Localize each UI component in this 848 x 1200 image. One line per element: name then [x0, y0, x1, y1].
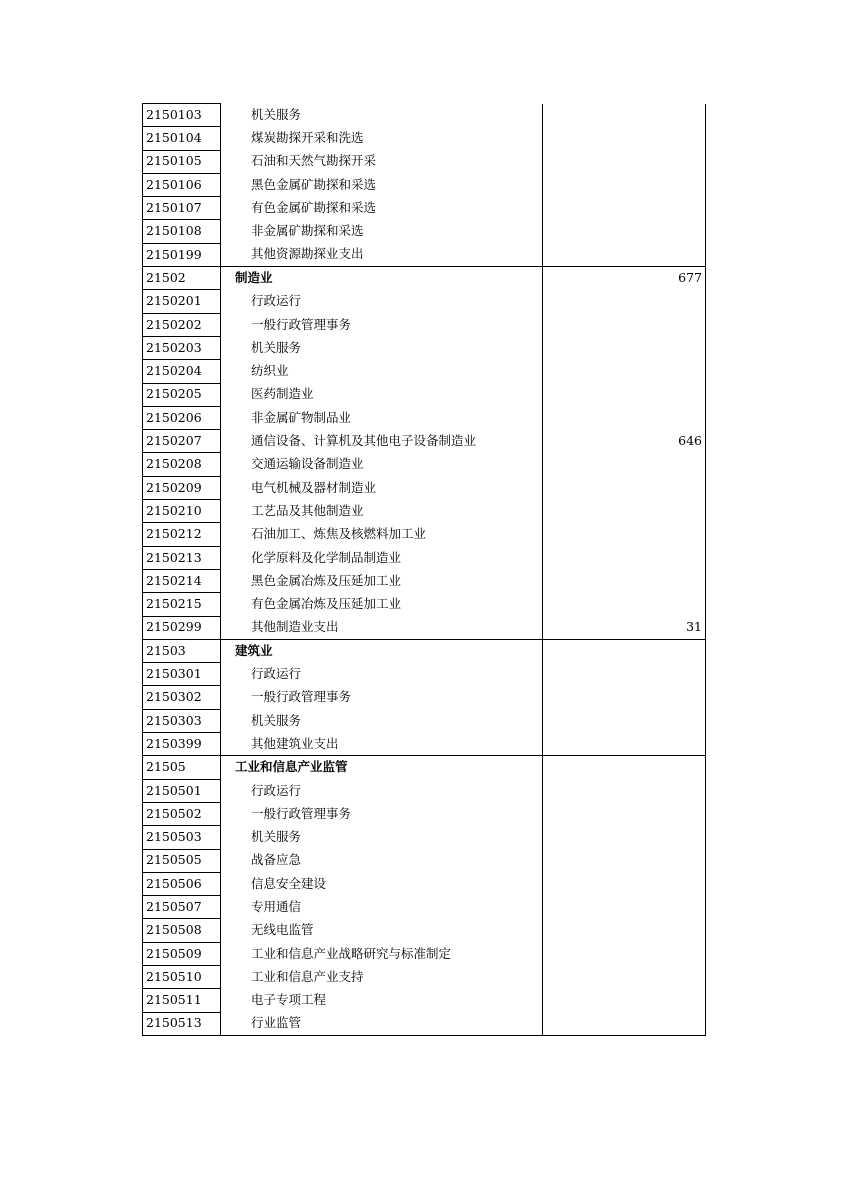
- subject-code-cell: 2150301: [143, 663, 221, 686]
- subject-name-cell: 行业监管: [221, 1012, 543, 1035]
- amount-cell: [543, 383, 706, 406]
- table-row: [143, 896, 706, 919]
- table-row: [143, 197, 706, 220]
- subject-code-cell: 2150210: [143, 500, 221, 523]
- amount-cell: [543, 639, 706, 662]
- table-row: [143, 150, 706, 173]
- table-row: [143, 779, 706, 802]
- subject-code-cell: 21503: [143, 639, 221, 662]
- subject-name-cell: 工业和信息产业支持: [221, 965, 543, 988]
- subject-name-cell: 一般行政管理事务: [221, 313, 543, 336]
- table-row: [143, 965, 706, 988]
- subject-name-cell: 非金属矿勘探和采选: [221, 220, 543, 243]
- amount-cell: [543, 453, 706, 476]
- subject-code-cell: 21505: [143, 756, 221, 779]
- subject-code-cell: 2150399: [143, 733, 221, 756]
- amount-cell: [543, 663, 706, 686]
- subject-name-cell: 通信设备、计算机及其他电子设备制造业: [221, 430, 543, 453]
- subject-code-cell: 2150303: [143, 709, 221, 732]
- subject-code-cell: 2150215: [143, 593, 221, 616]
- amount-cell: [543, 104, 706, 127]
- subject-name-cell: 其他制造业支出: [221, 616, 543, 639]
- amount-cell: [543, 197, 706, 220]
- subject-code-cell: 2150505: [143, 849, 221, 872]
- table-row: [143, 942, 706, 965]
- table-row: [143, 663, 706, 686]
- subject-name-cell: 机关服务: [221, 709, 543, 732]
- subject-code-cell: 2150104: [143, 127, 221, 150]
- amount-cell: [543, 360, 706, 383]
- table-row: [143, 1012, 706, 1035]
- table-row: [143, 523, 706, 546]
- table-row: [143, 849, 706, 872]
- subject-code-cell: 2150213: [143, 546, 221, 569]
- table-row: [143, 313, 706, 336]
- amount-cell: [543, 779, 706, 802]
- subject-name-cell: 行政运行: [221, 663, 543, 686]
- table-row: [143, 593, 706, 616]
- subject-code-cell: 2150502: [143, 802, 221, 825]
- subject-code-cell: 2150107: [143, 197, 221, 220]
- table-row: [143, 360, 706, 383]
- amount-cell: [543, 709, 706, 732]
- subject-name-cell: 纺织业: [221, 360, 543, 383]
- subject-name-cell: 有色金属冶炼及压延加工业: [221, 593, 543, 616]
- subject-name-cell: 煤炭勘探开采和洗选: [221, 127, 543, 150]
- amount-cell: [543, 989, 706, 1012]
- subject-code-cell: 2150513: [143, 1012, 221, 1035]
- subject-code-cell: 2150205: [143, 383, 221, 406]
- subject-name-cell: 工艺品及其他制造业: [221, 500, 543, 523]
- subject-name-cell: 机关服务: [221, 336, 543, 359]
- subject-name-cell: 黑色金属矿勘探和采选: [221, 173, 543, 196]
- subject-code-cell: 21502: [143, 267, 221, 290]
- category-row: [143, 639, 706, 662]
- subject-code-cell: 2150509: [143, 942, 221, 965]
- subject-name-cell: 其他建筑业支出: [221, 733, 543, 756]
- category-row: [143, 267, 706, 290]
- amount-cell: [543, 220, 706, 243]
- subject-code-cell: 2150108: [143, 220, 221, 243]
- subject-name-cell: 石油加工、炼焦及核燃料加工业: [221, 523, 543, 546]
- table-row: [143, 453, 706, 476]
- subject-name-cell: 有色金属矿勘探和采选: [221, 197, 543, 220]
- amount-cell: [543, 173, 706, 196]
- amount-cell: [543, 127, 706, 150]
- subject-name-cell: 交通运输设备制造业: [221, 453, 543, 476]
- amount-cell: [543, 896, 706, 919]
- subject-name-cell: 一般行政管理事务: [221, 686, 543, 709]
- table-row: [143, 290, 706, 313]
- amount-cell: [543, 290, 706, 313]
- budget-table: [142, 103, 706, 1036]
- table-row: [143, 802, 706, 825]
- amount-cell: [543, 849, 706, 872]
- subject-name-cell: 信息安全建设: [221, 872, 543, 895]
- table-row: [143, 430, 706, 453]
- amount-cell: [543, 802, 706, 825]
- amount-cell: [543, 406, 706, 429]
- table-row: [143, 826, 706, 849]
- amount-cell: [543, 500, 706, 523]
- table-row: [143, 500, 706, 523]
- amount-cell: [543, 919, 706, 942]
- subject-name-cell: 石油和天然气勘探开采: [221, 150, 543, 173]
- amount-cell: [543, 872, 706, 895]
- subject-code-cell: 2150199: [143, 243, 221, 266]
- subject-name-cell: 非金属矿物制品业: [221, 406, 543, 429]
- table-row: [143, 872, 706, 895]
- subject-code-cell: 2150510: [143, 965, 221, 988]
- subject-code-cell: 2150506: [143, 872, 221, 895]
- subject-name-cell: 其他资源勘探业支出: [221, 243, 543, 266]
- table-row: [143, 709, 706, 732]
- subject-name-cell: 工业和信息产业战略研究与标准制定: [221, 942, 543, 965]
- subject-name-cell: 机关服务: [221, 826, 543, 849]
- amount-cell: [543, 756, 706, 779]
- amount-cell: [543, 336, 706, 359]
- subject-code-cell: 2150103: [143, 104, 221, 127]
- amount-cell: [543, 733, 706, 756]
- amount-cell: [543, 1012, 706, 1035]
- subject-name-cell: 行政运行: [221, 290, 543, 313]
- subject-code-cell: 2150299: [143, 616, 221, 639]
- amount-cell: [543, 476, 706, 499]
- table-row: [143, 546, 706, 569]
- table-row: [143, 476, 706, 499]
- table-row: [143, 733, 706, 756]
- subject-code-cell: 2150105: [143, 150, 221, 173]
- amount-cell: [543, 313, 706, 336]
- subject-name-cell: 无线电监管: [221, 919, 543, 942]
- subject-name-cell: 战备应急: [221, 849, 543, 872]
- amount-cell: 646: [543, 430, 706, 453]
- subject-code-cell: 2150511: [143, 989, 221, 1012]
- table-row: [143, 220, 706, 243]
- table-body: [143, 104, 706, 1036]
- table-row: [143, 127, 706, 150]
- subject-code-cell: 2150106: [143, 173, 221, 196]
- subject-code-cell: 2150214: [143, 569, 221, 592]
- subject-name-cell: 电气机械及器材制造业: [221, 476, 543, 499]
- amount-cell: [543, 942, 706, 965]
- subject-code-cell: 2150209: [143, 476, 221, 499]
- table-row: [143, 336, 706, 359]
- subject-code-cell: 2150206: [143, 406, 221, 429]
- category-name-cell: 制造业: [221, 267, 543, 290]
- category-name-cell: 工业和信息产业监管: [221, 756, 543, 779]
- table-row: [143, 919, 706, 942]
- subject-code-cell: 2150204: [143, 360, 221, 383]
- subject-name-cell: 黑色金属冶炼及压延加工业: [221, 569, 543, 592]
- amount-cell: [543, 965, 706, 988]
- subject-code-cell: 2150507: [143, 896, 221, 919]
- amount-cell: [543, 523, 706, 546]
- subject-name-cell: 一般行政管理事务: [221, 802, 543, 825]
- subject-name-cell: 医药制造业: [221, 383, 543, 406]
- subject-name-cell: 电子专项工程: [221, 989, 543, 1012]
- category-row: [143, 756, 706, 779]
- subject-code-cell: 2150208: [143, 453, 221, 476]
- subject-code-cell: 2150201: [143, 290, 221, 313]
- table-row: [143, 616, 706, 639]
- subject-code-cell: 2150501: [143, 779, 221, 802]
- amount-cell: [543, 569, 706, 592]
- category-name-cell: 建筑业: [221, 639, 543, 662]
- table-row: [143, 173, 706, 196]
- table-row: [143, 243, 706, 266]
- amount-cell: 677: [543, 267, 706, 290]
- table-row: [143, 406, 706, 429]
- subject-code-cell: 2150212: [143, 523, 221, 546]
- table-row: [143, 569, 706, 592]
- table-row: [143, 104, 706, 127]
- amount-cell: [543, 686, 706, 709]
- amount-cell: [543, 243, 706, 266]
- amount-cell: [543, 150, 706, 173]
- subject-name-cell: 行政运行: [221, 779, 543, 802]
- subject-name-cell: 专用通信: [221, 896, 543, 919]
- amount-cell: 31: [543, 616, 706, 639]
- subject-code-cell: 2150302: [143, 686, 221, 709]
- subject-code-cell: 2150503: [143, 826, 221, 849]
- subject-code-cell: 2150508: [143, 919, 221, 942]
- subject-code-cell: 2150203: [143, 336, 221, 359]
- table-row: [143, 989, 706, 1012]
- amount-cell: [543, 546, 706, 569]
- subject-code-cell: 2150202: [143, 313, 221, 336]
- subject-code-cell: 2150207: [143, 430, 221, 453]
- table-row: [143, 686, 706, 709]
- subject-name-cell: 机关服务: [221, 104, 543, 127]
- subject-name-cell: 化学原料及化学制品制造业: [221, 546, 543, 569]
- amount-cell: [543, 826, 706, 849]
- amount-cell: [543, 593, 706, 616]
- table-row: [143, 383, 706, 406]
